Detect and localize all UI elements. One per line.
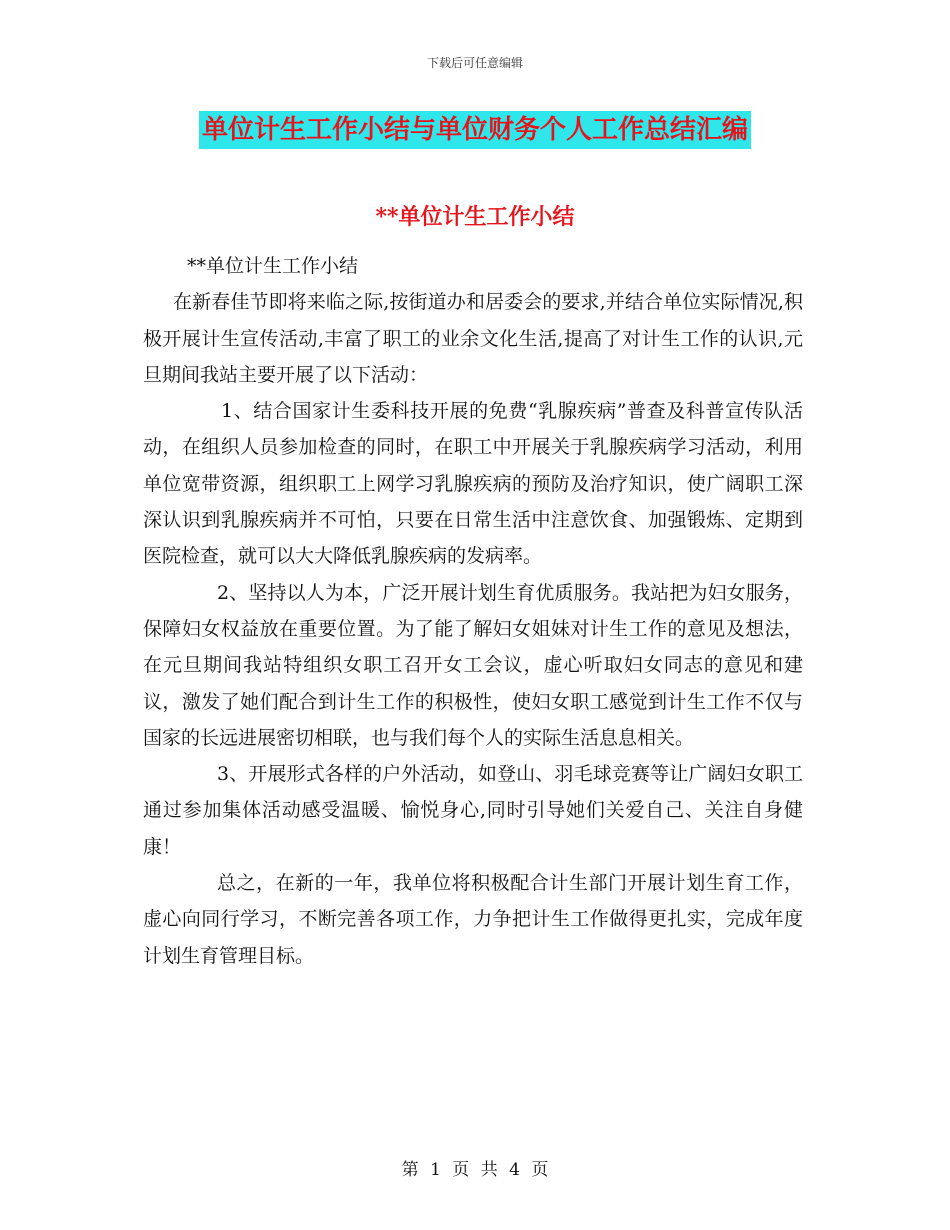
paragraph-item-1: 1、结合国家计生委科技开展的免费“乳腺疾病”普查及科普宣传队活动，在组织人员参加检查的同时，在职工中开展关于乳腺疾病学习活动，利用单位宽带资源，组织职工上网学习乳腺疾病的预防及治疗知识，使广阔职工深深认识到乳腺疾病并不可怕，只要在日常生活中注意饮食、加强锻炼、定期到医院检查，就可以大大降低乳腺疾病的发病率。 bbox=[143, 400, 803, 568]
paragraph-item-3: 3、开展形式各样的户外活动，如登山、羽毛球竞赛等让广阔妇女职工通过参加集体活动感受温暖、愉悦身心,同时引导她们关爱自己、关注自身健康！ bbox=[143, 763, 803, 858]
section-heading: **单位计生工作小结 bbox=[375, 204, 575, 230]
paragraph-intro: 在新春佳节即将来临之际,按街道办和居委会的要求,并结合单位实际情况,积极开展计生宣传活动,丰富了职工的业余文化生活,提高了对计生工作的认识,元旦期间我站主要开展了以下活动： bbox=[143, 291, 803, 386]
page-number-footer: 第 1 页 共 4 页 bbox=[401, 1160, 549, 1180]
document-title: 单位计生工作小结与单位财务个人工作总结汇编 bbox=[199, 111, 751, 149]
document-body bbox=[143, 248, 803, 974]
paragraph-summary: 总之，在新的一年，我单位将积极配合计生部门开展计划生育工作，虚心向同行学习，不断完善各项工作，力争把计生工作做得更扎实，完成年度计划生育管理目标。 bbox=[143, 872, 803, 967]
sub-heading: **单位计生工作小结 bbox=[187, 255, 359, 277]
paragraph-item-2: 2、坚持以人为本，广泛开展计划生育优质服务。我站把为妇女服务，保障妇女权益放在重要位置。为了能了解妇女姐妹对计生工作的意见及想法，在元旦期间我站特组织女职工召开女工会议，虚心听取妇女同志的意见和建议，激发了她们配合到计生工作的积极性，使妇女职工感觉到计生工作不仅与国家的长远进展密切相联，也与我们每个人的实际生活息息相关。 bbox=[143, 581, 803, 749]
document-title-container bbox=[0, 111, 950, 149]
page-header-note: 下载后可任意编辑 bbox=[426, 56, 523, 70]
